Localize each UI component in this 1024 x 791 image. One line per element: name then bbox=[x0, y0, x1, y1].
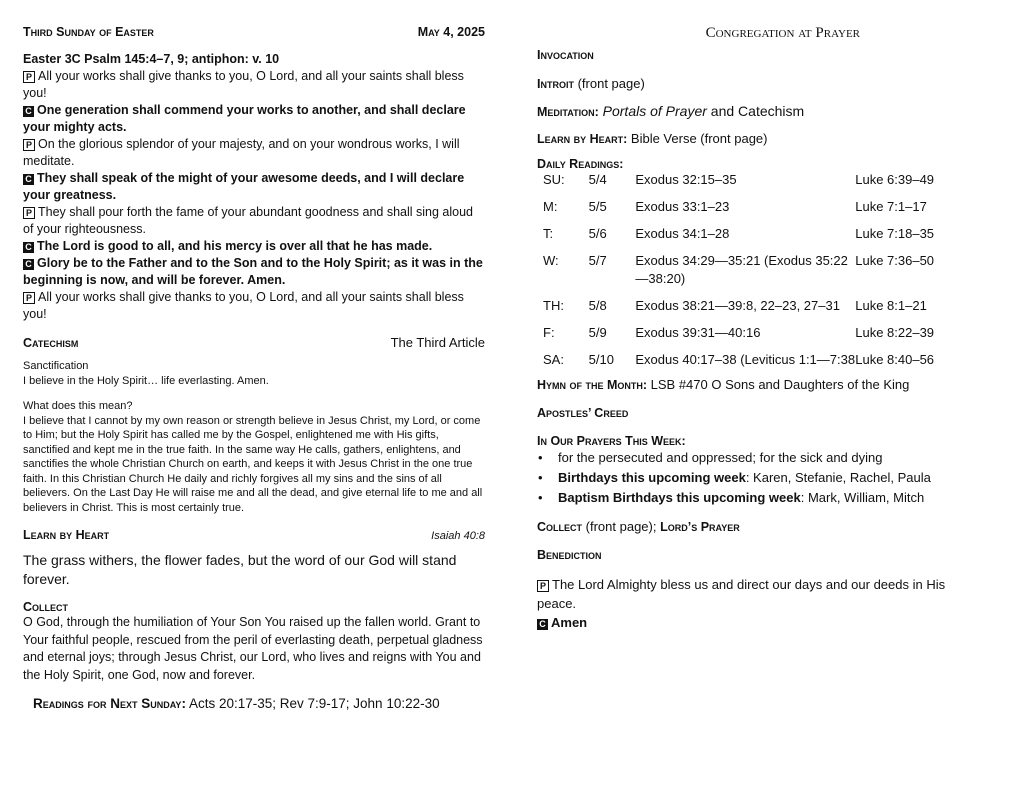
prayer-item-text: for the persecuted and oppressed; for the sick and dying bbox=[558, 450, 883, 465]
reading-row bbox=[543, 225, 984, 252]
next-readings-text: Acts 20:17-35; Rev 7:9-17; John 10:22-30 bbox=[188, 696, 440, 711]
psalm-verse bbox=[23, 102, 485, 136]
collect-line bbox=[537, 519, 984, 534]
pastor-icon: P bbox=[23, 207, 35, 219]
reading-row bbox=[543, 198, 984, 225]
psalm-verse bbox=[23, 204, 485, 238]
bulletin-header bbox=[23, 25, 485, 39]
congregation-icon: C bbox=[23, 242, 34, 253]
psalm-verse-text: One generation shall commend your works to another, and shall declare your mighty acts. bbox=[23, 103, 466, 134]
pastor-icon: P bbox=[23, 292, 35, 304]
learn-verse: The grass withers, the flower fades, but the word of our God will stand forever. bbox=[23, 552, 457, 587]
reading-ot: Exodus 38:21—39:8, 22–23, 27–31 bbox=[635, 298, 840, 313]
collect-heading: Collect bbox=[23, 600, 69, 614]
reading-nt: Luke 8:22–39 bbox=[855, 325, 935, 340]
apostles-creed: Apostles’ Creed bbox=[537, 406, 629, 420]
hymn bbox=[537, 377, 984, 392]
psalm-verses bbox=[23, 68, 485, 323]
benediction-p-text: The Lord Almighty bless us and direct our days and our deeds in His peace. bbox=[537, 577, 946, 611]
reading-nt: Luke 8:1–21 bbox=[855, 298, 927, 313]
prayer-title: Congregation at Prayer bbox=[705, 25, 860, 41]
reading-row bbox=[543, 324, 984, 351]
learn-heading: Learn by Heart bbox=[23, 528, 110, 542]
prayer-item-text: : Mark, William, Mitch bbox=[800, 490, 925, 505]
reading-row bbox=[543, 252, 984, 297]
learn-text: Bible Verse (front page) bbox=[630, 131, 768, 146]
reading-nt: Luke 6:39–49 bbox=[855, 172, 935, 187]
catechism-article: The Third Article bbox=[390, 335, 485, 350]
reading-day: SA: bbox=[543, 352, 564, 367]
reading-day: TH: bbox=[543, 298, 564, 313]
reading-day: M: bbox=[543, 199, 558, 214]
introit-text: (front page) bbox=[577, 76, 645, 91]
psalm-verse bbox=[23, 136, 485, 170]
reading-ot: Exodus 39:31—40:16 bbox=[635, 325, 761, 340]
hymn-text: LSB #470 O Sons and Daughters of the King bbox=[650, 377, 910, 392]
reading-day: F: bbox=[543, 325, 555, 340]
prayers-heading: In Our Prayers This Week: bbox=[537, 434, 686, 448]
reading-ot: Exodus 34:29—35:21 (Exodus 35:22—38:20) bbox=[635, 253, 848, 286]
sunday-title: Third Sunday of Easter bbox=[23, 25, 154, 39]
psalm-verse-text: All your works shall give thanks to you, O Lord, and all your saints shall bless you! bbox=[23, 290, 464, 321]
catechism-question: What does this mean? bbox=[23, 400, 133, 412]
reading-nt: Luke 7:1–17 bbox=[855, 199, 927, 214]
introit bbox=[537, 76, 984, 91]
meditation bbox=[537, 103, 984, 119]
pastor-icon: P bbox=[23, 71, 35, 83]
pastor-icon: P bbox=[537, 580, 549, 592]
congregation-icon: C bbox=[23, 174, 34, 185]
reading-nt: Luke 7:18–35 bbox=[855, 226, 935, 241]
reading-row bbox=[543, 171, 984, 198]
collect-text-right: (front page); bbox=[585, 519, 657, 534]
learn-header bbox=[23, 528, 485, 542]
learn-label: Learn by Heart: bbox=[537, 132, 628, 146]
reading-date: 5/5 bbox=[588, 199, 607, 214]
lords-prayer: Lord’s Prayer bbox=[660, 520, 740, 534]
prayer-item-label: Birthdays this upcoming week bbox=[558, 470, 746, 485]
reading-day: T: bbox=[543, 226, 554, 241]
meditation-text: and Catechism bbox=[710, 103, 805, 119]
prayer-item-text: : Karen, Stefanie, Rachel, Paula bbox=[745, 470, 931, 485]
next-readings bbox=[33, 696, 485, 711]
psalm-verse bbox=[23, 68, 485, 102]
next-readings-colon: : bbox=[181, 696, 186, 711]
psalm-verse-text: Glory be to the Father and to the Son and to the Holy Spirit; as it was in the beginning is now, and will be forever. Amen. bbox=[23, 256, 483, 287]
reading-ot: Exodus 33:1–23 bbox=[635, 199, 730, 214]
prayer-item bbox=[537, 468, 984, 488]
collect-label: Collect bbox=[537, 520, 583, 534]
congregation-icon: C bbox=[537, 619, 548, 630]
right-panel bbox=[537, 0, 984, 632]
reading-ot: Exodus 40:17–38 (Leviticus 1:1—7:38 bbox=[635, 352, 856, 367]
reading-date: 5/7 bbox=[588, 253, 607, 268]
psalm-verse-text: They shall speak of the might of your awesome deeds, and I will declare your greatness. bbox=[23, 171, 465, 202]
catechism-heading: Catechism bbox=[23, 336, 79, 350]
congregation-icon: C bbox=[23, 106, 34, 117]
daily-readings-heading: Daily Readings: bbox=[537, 157, 624, 171]
psalm-verse bbox=[23, 289, 485, 323]
reading-date: 5/8 bbox=[588, 298, 607, 313]
psalm-verse bbox=[23, 255, 485, 289]
catechism-creed: I believe in the Holy Spirit… life everlasting. Amen. bbox=[23, 374, 269, 387]
collect-text: O God, through the humiliation of Your Son You raised up the fallen world. Grant to Your faithful people, rescued from the peril of everlasting death, perpetual gladness and eternal joys; through Jesus Christ, our Lord, who lives and reigns with You and the Holy Spirit, one God, now and forever. bbox=[23, 615, 483, 682]
reading-row bbox=[543, 351, 984, 378]
reading-date: 5/4 bbox=[588, 172, 607, 187]
benediction-c-text: Amen bbox=[551, 615, 588, 630]
reading-row bbox=[543, 297, 984, 324]
introit-label: Introit bbox=[537, 77, 574, 91]
bulletin-date: May 4, 2025 bbox=[417, 25, 485, 39]
reading-date: 5/6 bbox=[588, 226, 607, 241]
prayer-item-label: Baptism Birthdays this upcoming week bbox=[558, 490, 801, 505]
reading-ot: Exodus 34:1–28 bbox=[635, 226, 730, 241]
hymn-label: Hymn of the Month: bbox=[537, 378, 648, 392]
benediction-heading: Benediction bbox=[537, 548, 602, 562]
learn-ref: Isaiah 40:8 bbox=[431, 530, 485, 542]
psalm-verse-text: All your works shall give thanks to you, O Lord, and all your saints shall bless you! bbox=[23, 69, 464, 100]
reading-date: 5/9 bbox=[588, 325, 607, 340]
psalm-verse-text: On the glorious splendor of your majesty, and on your wondrous works, I will meditate. bbox=[23, 137, 460, 168]
left-panel bbox=[23, 0, 485, 711]
psalm-verse-text: They shall pour forth the fame of your abundant goodness and shall sing aloud of your righteousness. bbox=[23, 205, 474, 236]
benediction-pastor bbox=[537, 575, 984, 613]
reading-ot: Exodus 32:15–35 bbox=[635, 172, 737, 187]
reading-day: W: bbox=[543, 253, 559, 268]
prayers-list bbox=[537, 448, 984, 508]
psalm-verse-text: The Lord is good to all, and his mercy is over all that he has made. bbox=[37, 239, 433, 253]
reading-day: SU: bbox=[543, 172, 565, 187]
daily-readings-table bbox=[543, 171, 984, 378]
meditation-label: Meditation: bbox=[537, 105, 599, 119]
catechism-answer: I believe that I cannot by my own reason or strength believe in Jesus Christ, my Lord, or come to Him; but the Holy Spirit has called me by the Gospel, enlightened me with His gifts, sanctified and kept me in the true faith. In the same way He calls, gathers, enlightens, and sanctifies the whole Christian Church on earth, and keeps it with Jesus Christ in the one true faith. In this Christian Church He daily and richly forgives all my sins and the sins of all believers. On the Last Day He will raise me and all the dead, and give eternal life to me and all believers in Christ. This is most certainly true. bbox=[23, 414, 483, 514]
pastor-icon: P bbox=[23, 139, 35, 151]
congregation-icon: C bbox=[23, 259, 34, 270]
invocation: Invocation bbox=[537, 48, 594, 62]
benediction-congregation bbox=[537, 613, 984, 632]
learn-by-heart bbox=[537, 131, 984, 146]
prayer-item bbox=[537, 448, 984, 468]
next-readings-label: Readings for Next Sunday bbox=[33, 696, 182, 711]
catechism-sub: Sanctification bbox=[23, 360, 89, 372]
psalm-verse bbox=[23, 238, 485, 255]
reading-nt: Luke 7:36–50 bbox=[855, 253, 935, 268]
reading-date: 5/10 bbox=[588, 352, 614, 367]
meditation-book: Portals of Prayer bbox=[602, 103, 707, 119]
prayer-item bbox=[537, 488, 984, 508]
psalm-title: Easter 3C Psalm 145:4–7, 9; antiphon: v. 10 bbox=[23, 52, 280, 66]
reading-nt: Luke 8:40–56 bbox=[855, 352, 935, 367]
psalm-verse bbox=[23, 170, 485, 204]
catechism-header bbox=[23, 335, 485, 350]
